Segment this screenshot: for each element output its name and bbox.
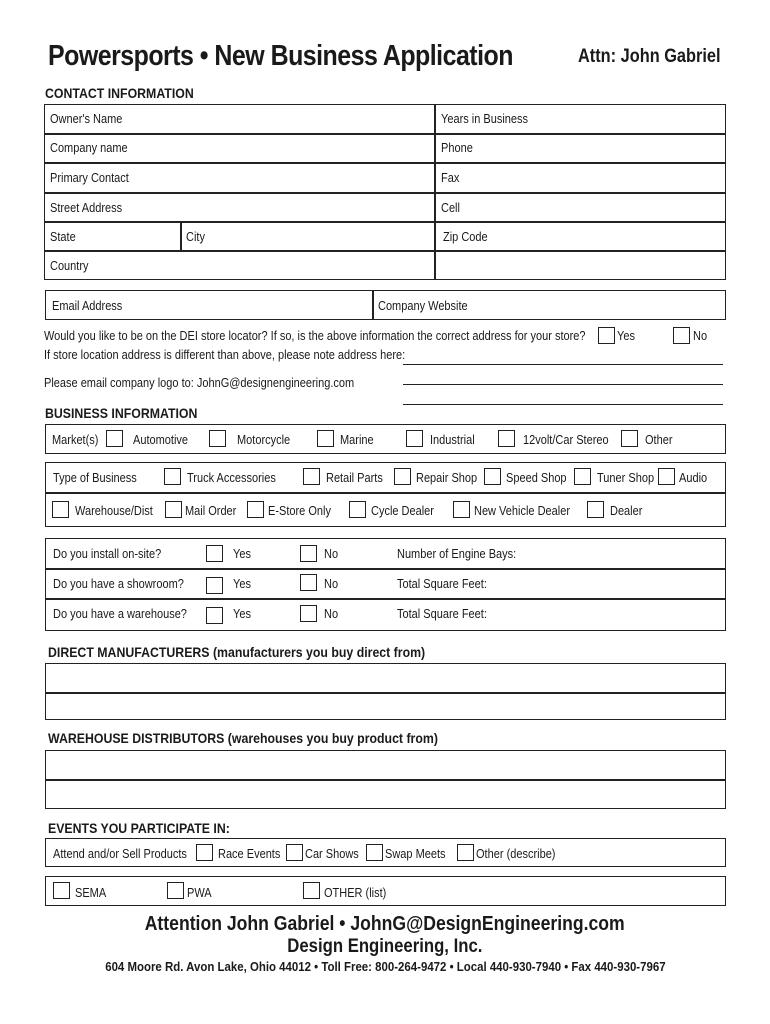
markets-label: Market(s) xyxy=(52,433,99,447)
type-warehouse-dist-checkbox[interactable] xyxy=(52,501,69,518)
store-address-line[interactable] xyxy=(403,384,723,385)
type-option-label: Warehouse/Dist xyxy=(75,504,153,518)
market-motorcycle-checkbox[interactable] xyxy=(209,430,226,447)
street-address-field[interactable]: Street Address xyxy=(50,201,123,215)
event-option-label: PWA xyxy=(187,886,212,900)
phone-field[interactable]: Phone xyxy=(441,141,473,155)
install-no-checkbox[interactable] xyxy=(300,545,317,562)
showroom-yes-checkbox[interactable] xyxy=(206,577,223,594)
type-speed-shop-checkbox[interactable] xyxy=(484,468,501,485)
type-option-label: Retail Parts xyxy=(326,471,383,485)
attend-label: Attend and/or Sell Products xyxy=(53,847,187,861)
market-option-label: Automotive xyxy=(133,433,189,447)
page-title: Powersports • New Business Application xyxy=(48,40,513,72)
divider xyxy=(45,692,726,694)
type-option-label: Dealer xyxy=(610,504,643,518)
type-option-label: Speed Shop xyxy=(506,471,567,485)
logo-email-instruction: Please email company logo to: JohnG@designengineering.com xyxy=(44,376,355,390)
no-label: No xyxy=(324,547,339,561)
showroom-question: Do you have a showroom? xyxy=(53,577,184,591)
business-type-label: Type of Business xyxy=(53,471,137,485)
divider xyxy=(180,221,182,250)
warehouse-no-checkbox[interactable] xyxy=(300,605,317,622)
type-cycle-dealer-checkbox[interactable] xyxy=(349,501,366,518)
event-race-events-checkbox[interactable] xyxy=(196,844,213,861)
footer-attention-text: Attention John Gabriel • JohnG@DesignEngineering.com xyxy=(145,913,625,935)
footer-address xyxy=(0,959,770,974)
divider xyxy=(44,250,726,252)
type-mail-order-checkbox[interactable] xyxy=(165,501,182,518)
no-label: No xyxy=(324,577,339,591)
event-swap-meets-checkbox[interactable] xyxy=(366,844,383,861)
locator-no-label: No xyxy=(693,329,708,343)
email-address-field[interactable]: Email Address xyxy=(52,299,123,313)
type-option-label: E-Store Only xyxy=(268,504,331,518)
years-in-business-field[interactable]: Years in Business xyxy=(441,112,529,126)
footer-company-text: Design Engineering, Inc. xyxy=(287,936,483,957)
event-other-checkbox[interactable] xyxy=(457,844,474,861)
type-dealer-checkbox[interactable] xyxy=(587,501,604,518)
type-option-label: Repair Shop xyxy=(416,471,478,485)
state-field[interactable]: State xyxy=(50,230,76,244)
footer-attention xyxy=(0,913,770,936)
market-option-label: 12volt/Car Stereo xyxy=(523,433,609,447)
showroom-sqft-field[interactable]: Total Square Feet: xyxy=(397,577,487,591)
divider xyxy=(44,162,726,164)
owners-name-field[interactable]: Owner's Name xyxy=(50,112,123,126)
zip-code-field[interactable]: Zip Code xyxy=(443,230,488,244)
divider xyxy=(44,192,726,194)
type-option-label: Cycle Dealer xyxy=(371,504,434,518)
type-new-vehicle-dealer-checkbox[interactable] xyxy=(453,501,470,518)
type-tuner-shop-checkbox[interactable] xyxy=(574,468,591,485)
market-option-label: Marine xyxy=(340,433,374,447)
type-option-label: Truck Accessories xyxy=(187,471,276,485)
event-sema-checkbox[interactable] xyxy=(53,882,70,899)
footer-address-text: 604 Moore Rd. Avon Lake, Ohio 44012 • Toll Free: 800-264-9472 • Local 440-930-7940 • Fax 440-930-7967 xyxy=(104,959,666,974)
divider xyxy=(44,133,726,135)
store-location-note: If store location address is different than above, please note address here: xyxy=(44,348,406,362)
events-heading: EVENTS YOU PARTICIPATE IN: xyxy=(48,820,230,836)
type-retail-parts-checkbox[interactable] xyxy=(303,468,320,485)
engine-bays-field[interactable]: Number of Engine Bays: xyxy=(397,547,517,561)
event-option-label: Race Events xyxy=(218,847,281,861)
market-marine-checkbox[interactable] xyxy=(317,430,334,447)
divider xyxy=(44,221,726,223)
contact-heading: CONTACT INFORMATION xyxy=(45,85,194,101)
event-car-shows-checkbox[interactable] xyxy=(286,844,303,861)
footer-company xyxy=(0,936,770,958)
company-website-field[interactable]: Company Website xyxy=(378,299,468,313)
type-e-store-only-checkbox[interactable] xyxy=(247,501,264,518)
showroom-no-checkbox[interactable] xyxy=(300,574,317,591)
type-option-label: Audio xyxy=(679,471,708,485)
divider xyxy=(434,104,436,280)
divider xyxy=(45,568,726,570)
attention-line: Attn: John Gabriel xyxy=(578,46,721,67)
type-audio-checkbox[interactable] xyxy=(658,468,675,485)
install-question: Do you install on-site? xyxy=(53,547,162,561)
divider xyxy=(372,290,374,320)
type-option-label: Mail Order xyxy=(185,504,237,518)
market-option-label: Other xyxy=(645,433,673,447)
event-option-label: Car Shows xyxy=(305,847,359,861)
business-heading: BUSINESS INFORMATION xyxy=(45,405,198,421)
type-option-label: New Vehicle Dealer xyxy=(474,504,571,518)
store-address-line[interactable] xyxy=(403,364,723,365)
divider xyxy=(45,779,726,781)
direct-manufacturers-heading: DIRECT MANUFACTURERS (manufacturers you buy direct from) xyxy=(48,644,426,660)
warehouse-sqft-field[interactable]: Total Square Feet: xyxy=(397,607,487,621)
store-locator-question: Would you like to be on the DEI store locator? If so, is the above information the correct address for your store? xyxy=(44,329,586,343)
locator-yes-checkbox[interactable] xyxy=(598,327,615,344)
install-yes-checkbox[interactable] xyxy=(206,545,223,562)
yes-label: Yes xyxy=(233,547,251,561)
market-12volt-checkbox[interactable] xyxy=(498,430,515,447)
primary-contact-field[interactable]: Primary Contact xyxy=(50,171,129,185)
cell-field[interactable]: Cell xyxy=(441,201,460,215)
type-option-label: Tuner Shop xyxy=(597,471,655,485)
fax-field[interactable]: Fax xyxy=(441,171,460,185)
country-field[interactable]: Country xyxy=(50,259,89,273)
divider xyxy=(45,598,726,600)
market-option-label: Industrial xyxy=(430,433,475,447)
market-automotive-checkbox[interactable] xyxy=(106,430,123,447)
market-other-checkbox[interactable] xyxy=(621,430,638,447)
warehouse-distributors-heading: WAREHOUSE DISTRIBUTORS (warehouses you buy product from) xyxy=(48,730,438,746)
market-industrial-checkbox[interactable] xyxy=(406,430,423,447)
yes-label: Yes xyxy=(233,607,251,621)
event-option-label: SEMA xyxy=(75,886,107,900)
type-repair-shop-checkbox[interactable] xyxy=(394,468,411,485)
store-address-line[interactable] xyxy=(403,404,723,405)
event-option-label: Other (describe) xyxy=(476,847,556,861)
warehouse-yes-checkbox[interactable] xyxy=(206,607,223,624)
no-label: No xyxy=(324,607,339,621)
event-other-list-checkbox[interactable] xyxy=(303,882,320,899)
type-truck-accessories-checkbox[interactable] xyxy=(164,468,181,485)
divider xyxy=(45,492,726,494)
yes-label: Yes xyxy=(233,577,251,591)
locator-no-checkbox[interactable] xyxy=(673,327,690,344)
city-field[interactable]: City xyxy=(186,230,205,244)
event-pwa-checkbox[interactable] xyxy=(167,882,184,899)
market-option-label: Motorcycle xyxy=(237,433,291,447)
event-option-label: Swap Meets xyxy=(385,847,446,861)
event-option-label: OTHER (list) xyxy=(324,886,387,900)
warehouse-question: Do you have a warehouse? xyxy=(53,607,187,621)
locator-yes-label: Yes xyxy=(617,329,635,343)
company-name-field[interactable]: Company name xyxy=(50,141,128,155)
